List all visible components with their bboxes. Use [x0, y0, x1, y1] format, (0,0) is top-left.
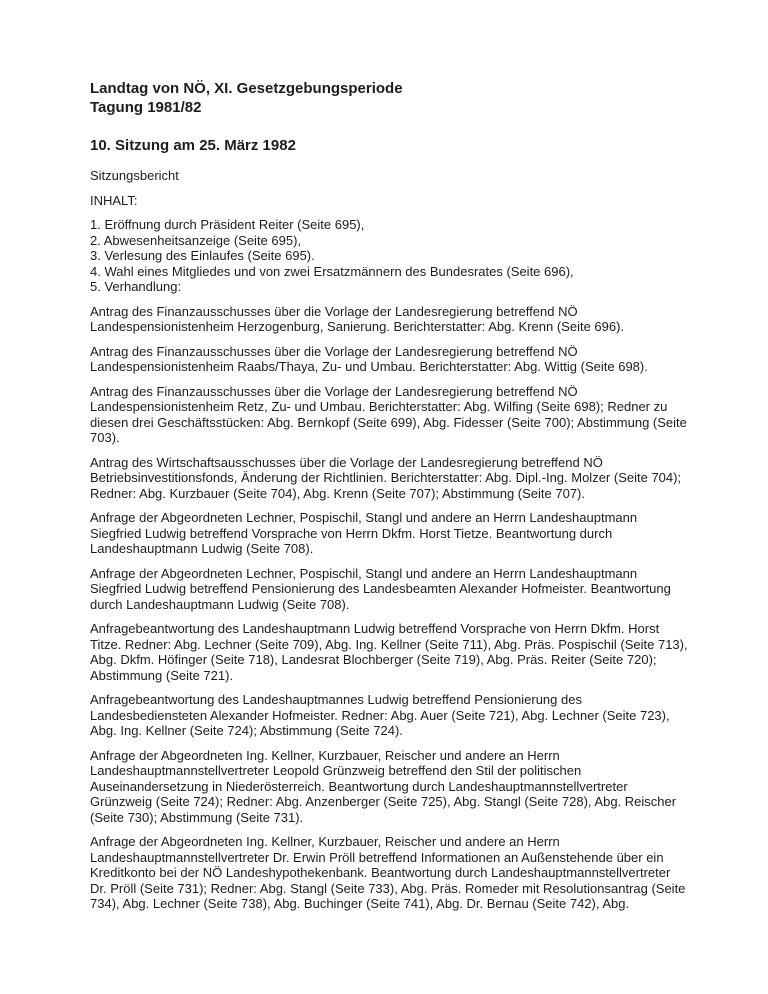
agenda-item: 1. Eröffnung durch Präsident Reiter (Seite 695), [90, 217, 365, 232]
document-title-line1: Landtag von NÖ, XI. Gesetzgebungsperiode [90, 80, 403, 97]
content-paragraph: Anfrage der Abgeordneten Ing. Kellner, Kurzbauer, Reischer und andere an Herrn Landeshauptmannstellvertreter Dr. Erwin Pröll betreffend Informationen an Außenstehende über ein Kreditkonto bei der NÖ Landeshypothekenbank. Beantwortung durch Landeshauptmannstellvertreter Dr. Pröll (Seite 731); Redner: Abg. Stangl (Seite 733), Abg. Präs. Romeder mit Resolutionsantrag (Seite 734), Abg. Lechner (Seite 738), Abg. Buchinger (Seite 741), Abg. Dr. Bernau (Seite 742), Abg. [90, 834, 686, 911]
agenda-item: 3. Verlesung des Einlaufes (Seite 695). [90, 248, 315, 263]
session-heading: 10. Sitzung am 25. März 1982 [90, 137, 296, 154]
agenda-item: 2. Abwesenheitsanzeige (Seite 695), [90, 232, 302, 248]
content-paragraph: Antrag des Finanzausschusses über die Vorlage der Landesregierung betreffend NÖ Landespensionistenheim Raabs/Thaya, Zu- und Umbau. Berichterstatter: Abg. Wittig (Seite 698). [90, 343, 648, 374]
content-paragraph: Anfrage der Abgeordneten Lechner, Pospischil, Stangl und andere an Herrn Landeshauptmann Siegfried Ludwig betreffend Vorsprache von Herrn Dkfm. Horst Tietze. Beantwortung durch Landeshauptmann Ludwig (Seite 708). [90, 510, 638, 556]
inhalt-label: INHALT: [90, 192, 138, 208]
agenda-item: 5. Verhandlung: [90, 279, 182, 294]
content-paragraph: Anfrage der Abgeordneten Ing. Kellner, Kurzbauer, Reischer und andere an Herrn Landeshauptmannstellvertreter Leopold Grünzweig betreffend den Stil der politischen Auseinandersetzung in Niederösterreich. Beantwortung durch Landeshauptmannstellvertreter Grünzweig (Seite 724); Redner: Abg. Anzenberger (Seite 725), Abg. Stangl (Seite 728), Abg. Reischer (Seite 730); Abstimmung (Seite 731). [90, 747, 677, 825]
document-subtitle: Sitzungsbericht [90, 168, 179, 183]
content-paragraph: Antrag des Wirtschaftsausschusses über die Vorlage der Landesregierung betreffend NÖ Betriebsinvestitionsfonds, Änderung der Richtlinien. Berichterstatter: Abg. Dipl.-Ing. Molzer (Seite 704); Redner: Abg. Kurzbauer (Seite 704), Abg. Krenn (Seite 707); Abstimmung (Seite 707). [90, 454, 682, 501]
document-body [90, 79, 690, 921]
agenda-list [90, 217, 690, 295]
content-paragraph: Anfrage der Abgeordneten Lechner, Pospischil, Stangl und andere an Herrn Landeshauptmann Siegfried Ludwig betreffend Pensionierung des Landesbeamten Alexander Hofmeister. Beantwortung durch Landeshauptmann Ludwig (Seite 708). [90, 565, 671, 612]
content-paragraph: Anfragebeantwortung des Landeshauptmann Ludwig betreffend Vorsprache von Herrn Dkfm. Horst Titze. Redner: Abg. Lechner (Seite 709), Abg. Ing. Kellner (Seite 711), Abg. Präs. Pospischil (Seite 713), Abg. Dkfm. Höfinger (Seite 718), Landesrat Blochberger (Seite 719), Abg. Präs. Reiter (Seite 720); Abstimmung (Seite 721). [90, 621, 688, 683]
agenda-item: 4. Wahl eines Mitgliedes und von zwei Ersatzmännern des Bundesrates (Seite 696), [90, 263, 574, 279]
content-paragraph: Anfragebeantwortung des Landeshauptmannes Ludwig betreffend Pensionierung des Landesbediensteten Alexander Hofmeister. Redner: Abg. Auer (Seite 721), Abg. Lechner (Seite 723), Abg. Ing. Kellner (Seite 724); Abstimmung (Seite 724). [90, 692, 670, 738]
content-paragraph: Antrag des Finanzausschusses über die Vorlage der Landesregierung betreffend NÖ Landespensionistenheim Retz, Zu- und Umbau. Berichterstatter: Abg. Wilfing (Seite 698); Redner zu diesen drei Geschäftsstücken: Abg. Bernkopf (Seite 699), Abg. Fidesser (Seite 700); Abstimmung (Seite 703). [90, 383, 687, 445]
document-title-line2: Tagung 1981/82 [90, 99, 202, 116]
document-title [90, 79, 690, 117]
content-paragraph: Antrag des Finanzausschusses über die Vorlage der Landesregierung betreffend NÖ Landespensionistenheim Herzogenburg, Sanierung. Berichterstatter: Abg. Krenn (Seite 696). [90, 303, 625, 334]
